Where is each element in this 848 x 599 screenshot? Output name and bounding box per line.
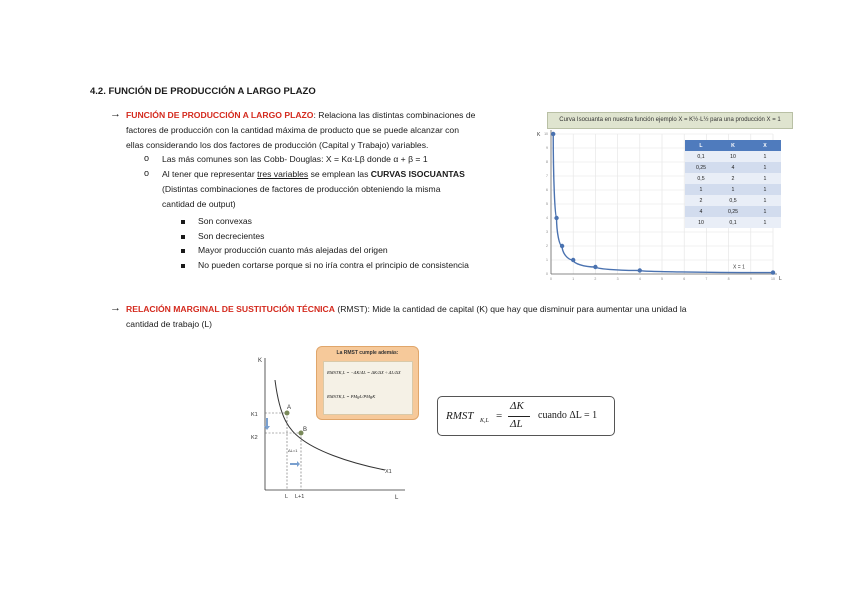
note-formula-2: RMSTK,L = PMgL/PMgK (327, 394, 376, 399)
x-tick-label: 8 (727, 277, 730, 281)
formula-eq: = (496, 410, 503, 422)
x-tick-label: 7 (705, 277, 708, 281)
formula-den: ΔL (510, 418, 523, 430)
x-tick-label: 3 (616, 277, 619, 281)
table-cell: 1 (749, 151, 781, 162)
arrow-bullet: → (110, 108, 121, 120)
table-cell: 0,5 (717, 195, 749, 206)
table-cell: 1 (749, 173, 781, 184)
item2-paragraph (126, 302, 687, 332)
axis-label-l: L (395, 495, 399, 500)
table-header: X (749, 140, 781, 151)
note-formula-1: RMSTK,L = −ΔK/ΔL = ΔK/ΔX ÷ ΔL/ΔX (327, 370, 401, 375)
y-tick-label: 3 (546, 230, 548, 234)
section-title: 4.2. FUNCIÓN DE PRODUCCIÓN A LARGO PLAZO (90, 86, 316, 97)
data-point (593, 265, 597, 269)
y-tick-label: 4 (546, 216, 548, 220)
y-tick-label: 9 (546, 146, 548, 150)
sub2-paragraph (162, 167, 465, 212)
x-tick-label: 4 (638, 277, 641, 281)
x-tick-label: 10 (771, 277, 775, 281)
x-axis-label: L (779, 276, 782, 282)
y-tick-label: 7 (546, 174, 548, 178)
item1-paragraph (126, 108, 475, 153)
table-row (685, 206, 781, 217)
table-cell: 0,25 (685, 162, 717, 173)
table-cell: 10 (685, 217, 717, 228)
table-cell: 0,25 (717, 206, 749, 217)
data-point (560, 244, 564, 248)
y-tick-label: 8 (546, 160, 548, 164)
x-tick-label: 9 (749, 277, 752, 281)
y-tick-label: 0 (546, 272, 548, 276)
table-row (685, 195, 781, 206)
chart-title: Curva Isocuanta en nuestra función ejemplo X = K½·L½ para una producción X = 1 (547, 112, 793, 129)
sub2-text-before: Al tener que representar (162, 169, 258, 179)
table-cell: 1 (717, 184, 749, 195)
x-tick-label: 1 (572, 277, 575, 281)
sub2-bold: CURVAS ISOCUANTAS (370, 169, 465, 179)
table-cell: 4 (685, 206, 717, 217)
right-arrow-icon (290, 461, 300, 467)
x-tick-label: 5 (661, 277, 663, 281)
table-cell: 1 (749, 206, 781, 217)
sub2-text-mid: se emplean las (308, 169, 371, 179)
label-k2: K2 (251, 435, 258, 441)
sub2-line3: cantidad de output) (162, 199, 236, 209)
item2-text: : Mide la cantidad de capital (K) que hay que disminuir para aumentar una unidad la (367, 304, 687, 314)
y-tick-label: 10 (544, 132, 548, 136)
x-tick-label: 2 (594, 277, 597, 281)
item1-title: FUNCIÓN DE PRODUCCIÓN A LARGO PLAZO (126, 110, 314, 120)
label-l: L (285, 494, 289, 500)
item2-abbr: (RMST) (334, 304, 368, 314)
circle-bullet: o (144, 153, 150, 163)
table-cell: 0,1 (685, 151, 717, 162)
table-cell: 10 (717, 151, 749, 162)
formula-num: ΔK (510, 400, 524, 412)
note-box-formulas (323, 361, 413, 415)
table-cell: 1 (685, 184, 717, 195)
sub2-line2: (Distintas combinaciones de factores de producción obteniendo la misma (162, 184, 441, 194)
circle-bullet: o (144, 168, 150, 178)
table-cell: 1 (749, 195, 781, 206)
item1-line3: ellas considerando los dos factores de producción (Capital y Trabajo) variables. (126, 140, 429, 150)
chart-table (685, 140, 781, 228)
table-row (685, 151, 781, 162)
label-k1: K1 (251, 412, 258, 418)
table-row (685, 217, 781, 228)
data-point (554, 216, 558, 220)
series-label: X = 1 (733, 264, 745, 271)
data-point (638, 268, 642, 272)
item2-line2: cantidad de trabajo (L) (126, 319, 212, 329)
table-header: L (685, 140, 717, 151)
item1-line2: factores de producción con la cantidad máxima de producto que se puede alcanzar con (126, 125, 459, 135)
rmst-note-box (316, 346, 419, 420)
item1-text: : Relaciona las distintas combinaciones de (313, 110, 476, 120)
table-row (685, 184, 781, 195)
table-header: K (717, 140, 749, 151)
y-axis-label: K (537, 132, 541, 138)
table-cell: 0,1 (717, 217, 749, 228)
formula-lhs: RMST (446, 410, 474, 422)
rmst-formula-box (437, 396, 615, 436)
label-b: B (303, 427, 308, 433)
y-tick-label: 2 (546, 244, 548, 248)
table-cell: 1 (749, 162, 781, 173)
isoquant-chart (535, 110, 803, 288)
arrow-bullet: → (110, 302, 121, 314)
axis-label-k: K (258, 358, 263, 364)
label-a: A (287, 405, 292, 411)
data-point (771, 270, 775, 274)
formula-sub: K,L (480, 418, 489, 424)
table-cell: 1 (749, 217, 781, 228)
x-tick-label: 0 (550, 277, 552, 281)
item2-title: RELACIÓN MARGINAL DE SUSTITUCIÓN TÉCNICA (126, 304, 335, 314)
table-cell: 0,5 (685, 173, 717, 184)
y-tick-label: 5 (546, 202, 548, 206)
label-delta-l: ΔL=1 (288, 448, 298, 453)
table-cell: 4 (717, 162, 749, 173)
table-cell: 1 (749, 184, 781, 195)
label-l1: L+1 (295, 494, 305, 500)
sub2-underlined: tres variables (257, 169, 309, 179)
table-cell: 2 (685, 195, 717, 206)
note-box-title: La RMST cumple además: (336, 350, 399, 356)
table-cell: 2 (717, 173, 749, 184)
data-point (571, 258, 575, 262)
formula-condition: cuando ΔL = 1 (538, 410, 598, 421)
table-row (685, 162, 781, 173)
label-x1: X1 (385, 469, 392, 475)
point-a (285, 411, 290, 416)
y-tick-label: 1 (546, 258, 548, 262)
data-point (551, 132, 555, 136)
y-tick-label: 6 (546, 188, 548, 192)
sub1-text: Las más comunes son las Cobb- Douglas: X = Kα·Lβ donde α + β = 1 (162, 154, 428, 164)
table-row (685, 173, 781, 184)
x-tick-label: 6 (683, 277, 686, 281)
fraction-bar (508, 416, 530, 417)
